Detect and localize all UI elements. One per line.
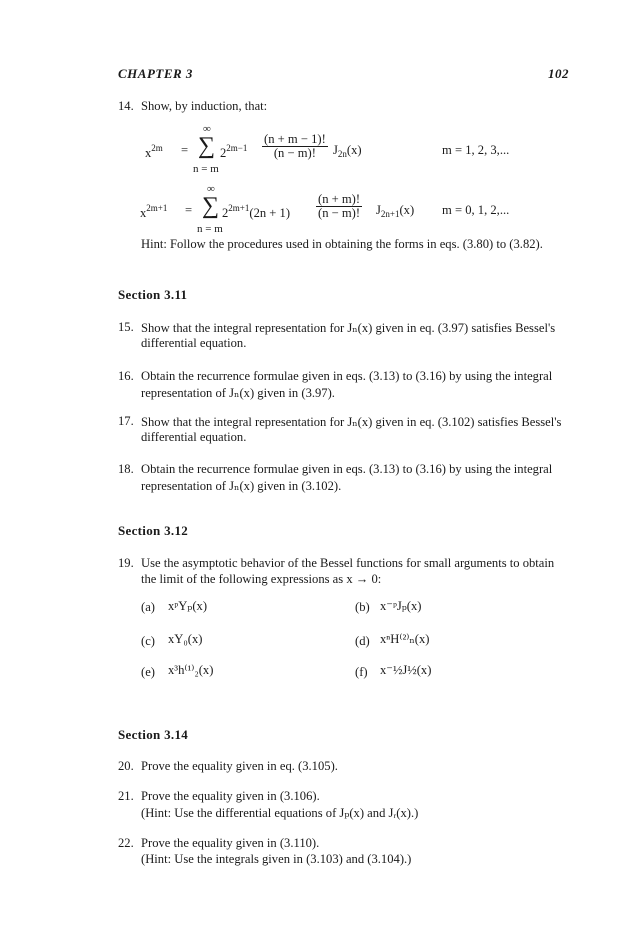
equation-range: m = 1, 2, 3,... — [442, 143, 510, 157]
problem-number: 21. — [118, 789, 134, 803]
problem-text: Show that the integral representation for Jₙ(x) given in eq. (3.97) satisfies Bessel's — [141, 321, 556, 335]
eq-lhs: x — [140, 206, 147, 220]
term-base: 2 — [220, 146, 227, 160]
problem-number: 20. — [118, 759, 134, 773]
problem-text: differential equation. — [141, 336, 247, 350]
item-expression: x³h⁽¹⁾₂(x) — [168, 663, 214, 677]
item-expression: x⁻ᵖJₚ(x) — [380, 599, 422, 613]
fraction-numerator: (n + m − 1)! — [264, 132, 326, 146]
term-factor: (2n + 1) — [249, 206, 291, 220]
item-expression: x⁻½J½(x) — [380, 663, 432, 677]
bessel-order: 2n+1 — [380, 209, 400, 219]
eq-lhs: x — [145, 146, 152, 160]
sum-lower-limit: n = m — [197, 223, 223, 235]
bessel-J: J — [376, 203, 381, 217]
section-heading: Section 3.12 — [118, 523, 189, 538]
summation-symbol: ∑ — [198, 133, 216, 159]
sum-lower-limit: n = m — [193, 163, 219, 175]
item-label: (a) — [141, 600, 155, 614]
section-heading: Section 3.14 — [118, 727, 189, 742]
problem-number: 15. — [118, 320, 134, 334]
problem-number: 14. — [118, 99, 134, 113]
problem-number: 22. — [118, 836, 134, 850]
section-heading: Section 3.11 — [118, 287, 188, 302]
equals-sign: = — [185, 203, 193, 217]
equals-sign: = — [181, 143, 189, 157]
item-label: (f) — [355, 665, 368, 679]
item-label: (d) — [355, 634, 370, 648]
problem-text: Use the asymptotic behavior of the Bessel functions for small arguments to obtain — [141, 556, 555, 570]
problem-text: the limit of the following expressions as x → 0: — [141, 572, 382, 586]
problem-text: (Hint: Use the differential equations of Jₚ(x) and Jᵣ(x).) — [141, 806, 419, 820]
fraction-denominator: (n − m)! — [318, 206, 361, 220]
sum-upper-limit: ∞ — [207, 183, 215, 195]
page-number: 102 — [548, 66, 569, 81]
fraction-denominator: (n − m)! — [273, 146, 316, 160]
item-label: (e) — [141, 665, 155, 679]
problem-number: 16. — [118, 369, 134, 383]
sum-upper-limit: ∞ — [203, 123, 211, 135]
problem-text: Obtain the recurrence formulae given in eqs. (3.13) to (3.16) by using the integral — [141, 369, 553, 383]
bessel-J: J — [333, 143, 338, 157]
problem-text: Show, by induction, that: — [141, 99, 268, 113]
item-expression: xᵖYₚ(x) — [168, 599, 208, 613]
problem-text: representation of Jₙ(x) given in (3.97). — [141, 386, 335, 400]
item-label: (b) — [355, 600, 370, 614]
equation-range: m = 0, 1, 2,... — [442, 203, 510, 217]
item-expression: xY₀(x) — [168, 632, 203, 646]
problem-text: differential equation. — [141, 430, 247, 444]
problem-text: Prove the equality given in (3.106). — [141, 789, 320, 803]
bessel-arg: (x) — [399, 203, 415, 217]
eq-lhs-exponent: 2m+1 — [146, 203, 168, 213]
problem-text: representation of Jₙ(x) given in (3.102). — [141, 479, 342, 493]
eq-lhs-exponent: 2m — [151, 143, 163, 153]
item-label: (c) — [141, 634, 155, 648]
problem-number: 18. — [118, 462, 134, 476]
term-exponent: 2m+1 — [228, 203, 250, 213]
summation-symbol: ∑ — [202, 193, 220, 219]
problem-text: (Hint: Use the integrals given in (3.103) and (3.104).) — [141, 852, 412, 866]
item-expression: xⁿH⁽²⁾ₙ(x) — [380, 632, 430, 646]
hint-text: Hint: Follow the procedures used in obtaining the forms in eqs. (3.80) to (3.82). — [141, 237, 543, 251]
problem-number: 19. — [118, 556, 134, 570]
bessel-arg: (x) — [346, 143, 362, 157]
fraction-numerator: (n + m)! — [318, 192, 361, 206]
bessel-order: 2n — [337, 149, 347, 159]
problem-text: Show that the integral representation for Jₙ(x) given in eq. (3.102) satisfies Bessel's — [141, 415, 562, 429]
problem-text: Prove the equality given in eq. (3.105). — [141, 759, 338, 773]
problem-text: Obtain the recurrence formulae given in eqs. (3.13) to (3.16) by using the integral — [141, 462, 553, 476]
problem-number: 17. — [118, 414, 134, 428]
term-exponent: 2m−1 — [226, 143, 248, 153]
term-base: 2 — [222, 206, 229, 220]
problem-text: Prove the equality given in (3.110). — [141, 836, 320, 850]
chapter-heading: CHAPTER 3 — [118, 66, 193, 81]
